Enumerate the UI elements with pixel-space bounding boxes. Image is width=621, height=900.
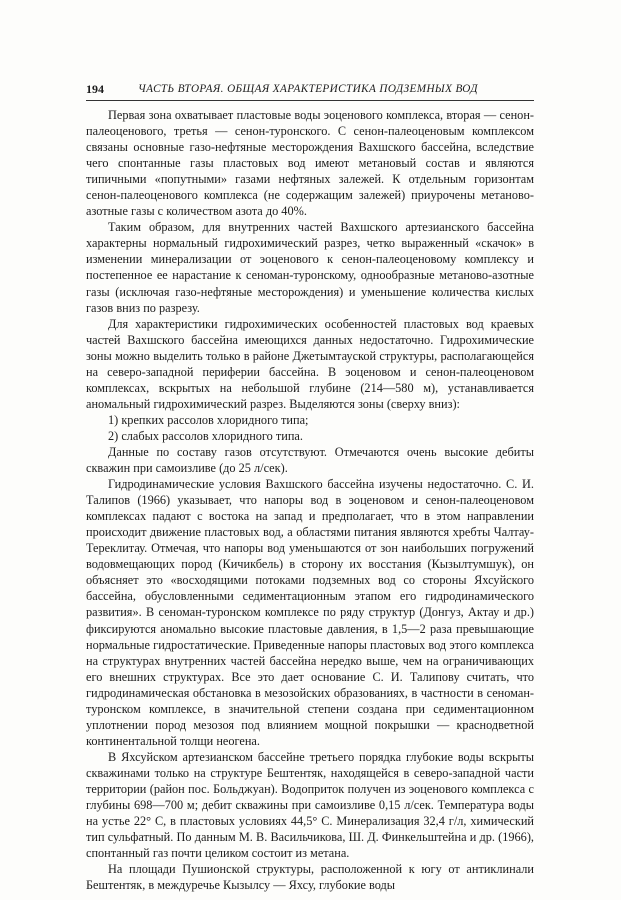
paragraph-zones: Первая зона охватывает пластовые воды эоценового комплекса, вторая — сенон-палеоценового, третья — сенон-туронского. С сенон-палеоценовым комплексом связаны основные газо-нефтяные месторождения Вахшского бассейна, вследствие чего спонтанные газы пластовых вод имеют метановый состав и являются типичными «попутными» газами нефтяных залежей. К отдельным горизонтам сенон-палеоценового комплекса (не содержащим залежей) приурочены метаново-азотные газы с количеством азота до 40%.	[86, 108, 534, 219]
body-text	[86, 107, 534, 893]
paragraph-pushion-structure: На площади Пушионской структуры, расположенной к югу от антиклинали Бештентяк, в междуречье Кызылсу — Яхсу, глубокие воды	[86, 862, 534, 893]
page-header	[86, 80, 534, 101]
list-item: 2) слабых рассолов хлоридного типа.	[108, 428, 303, 443]
paragraph-characteristics: Для характеристики гидрохимических особенностей пластовых вод краевых частей Вахшского бассейна имеющихся данных недостаточно. Гидрохимические зоны можно выделить только в районе Джетымтауской структуры, располагающейся на северо-западной периферии бассейна. В эоценовом и сенон-палеоценовом комплексах, вскрытых на небольшой глубине (214—580 м), устанавливается аномальный гидрохимический разрез. Выделяются зоны (сверху вниз):	[86, 316, 534, 411]
running-title: ЧАСТЬ ВТОРАЯ. ОБЩАЯ ХАРАКТЕРИСТИКА ПОДЗЕМНЫХ ВОД	[138, 83, 478, 95]
list-item: 1) крепких рассолов хлоридного типа;	[108, 412, 309, 427]
paragraph-hydrodynamics: Гидродинамические условия Вахшского бассейна изучены недостаточно. С. И. Талипов (1966) указывает, что напоры вод в эоценовом и сенон-палеоценовом комплексах падают с востока на запад и предполагает, что в этом направлении происходит движение пластовых вод, а областями питания являются хребты Чалтау-Тереклитау. Отмечая, что напоры вод уменьшаются от зон наибольших погружений водовмещающих пород (Кичикбель) в сторону их восстания (Кызылтумшук), он объясняет это «восходящими потоками подземных вод со стороны Яхсуйского бассейна, обусловленными седиментационным этапом его гидродинамического развития». В сеноман-туронском комплексе по ряду структур (Донгуз, Актау и др.) фиксируются аномально высокие пластовые давления, в 1,5—2 раза превышающие нормальные гидростатические. Приведенные напоры пластовых вод этого комплекса на структурах внутренних частей бассейна нередко выше, чем на ограничивающих его внешних структурах. Все это дает основание С. И. Талипову считать, что гидродинамическая обстановка в мезозойских образованиях, в частности в сеноман-туронском комплексе, в значительной степени создана при седиментационном уплотнении пород мезозоя под влиянием мощной покрышки — краснодветной континентальной толщи неогена.	[86, 477, 534, 748]
page-number: 194	[86, 82, 104, 96]
paragraph-gas-data: Данные по составу газов отсутствуют. Отмечаются очень высокие дебиты скважин при самоизливе (до 25 л/сек).	[86, 444, 534, 476]
paragraph-yakhsu-basin: В Яхсуйском артезианском бассейне третьего порядка глубокие воды вскрыты скважинами только на структуре Бештентяк, находящейся в северо-западной части территории (район пос. Больджуан). Водоприток получен из эоценового комплекса с глубины 698—700 м; дебит скважины при самоизливе 0,15 л/сек. Температура воды на устье 22° С, в пластовых условиях 44,5° С. Минерализация 32,4 г/л, химический тип сульфатный. По данным М. В. Васильчикова, Ш. Д. Финкельштейна и др. (1966), спонтанный газ почти целиком состоит из метана.	[86, 749, 534, 861]
paragraph-summary: Таким образом, для внутренних частей Вахшского артезианского бассейна характерны нормальный гидрохимический разрез, четко выраженный «скачок» в изменении минерализации от эоценового к сенон-палеоценовому комплексу и постепенное ее нарастание к сеноман-туронскому, однообразные метаново-азотные газы (исключая газо-нефтяные месторождения) и уменьшение количества кислых газов вниз по разрезу.	[86, 220, 534, 315]
